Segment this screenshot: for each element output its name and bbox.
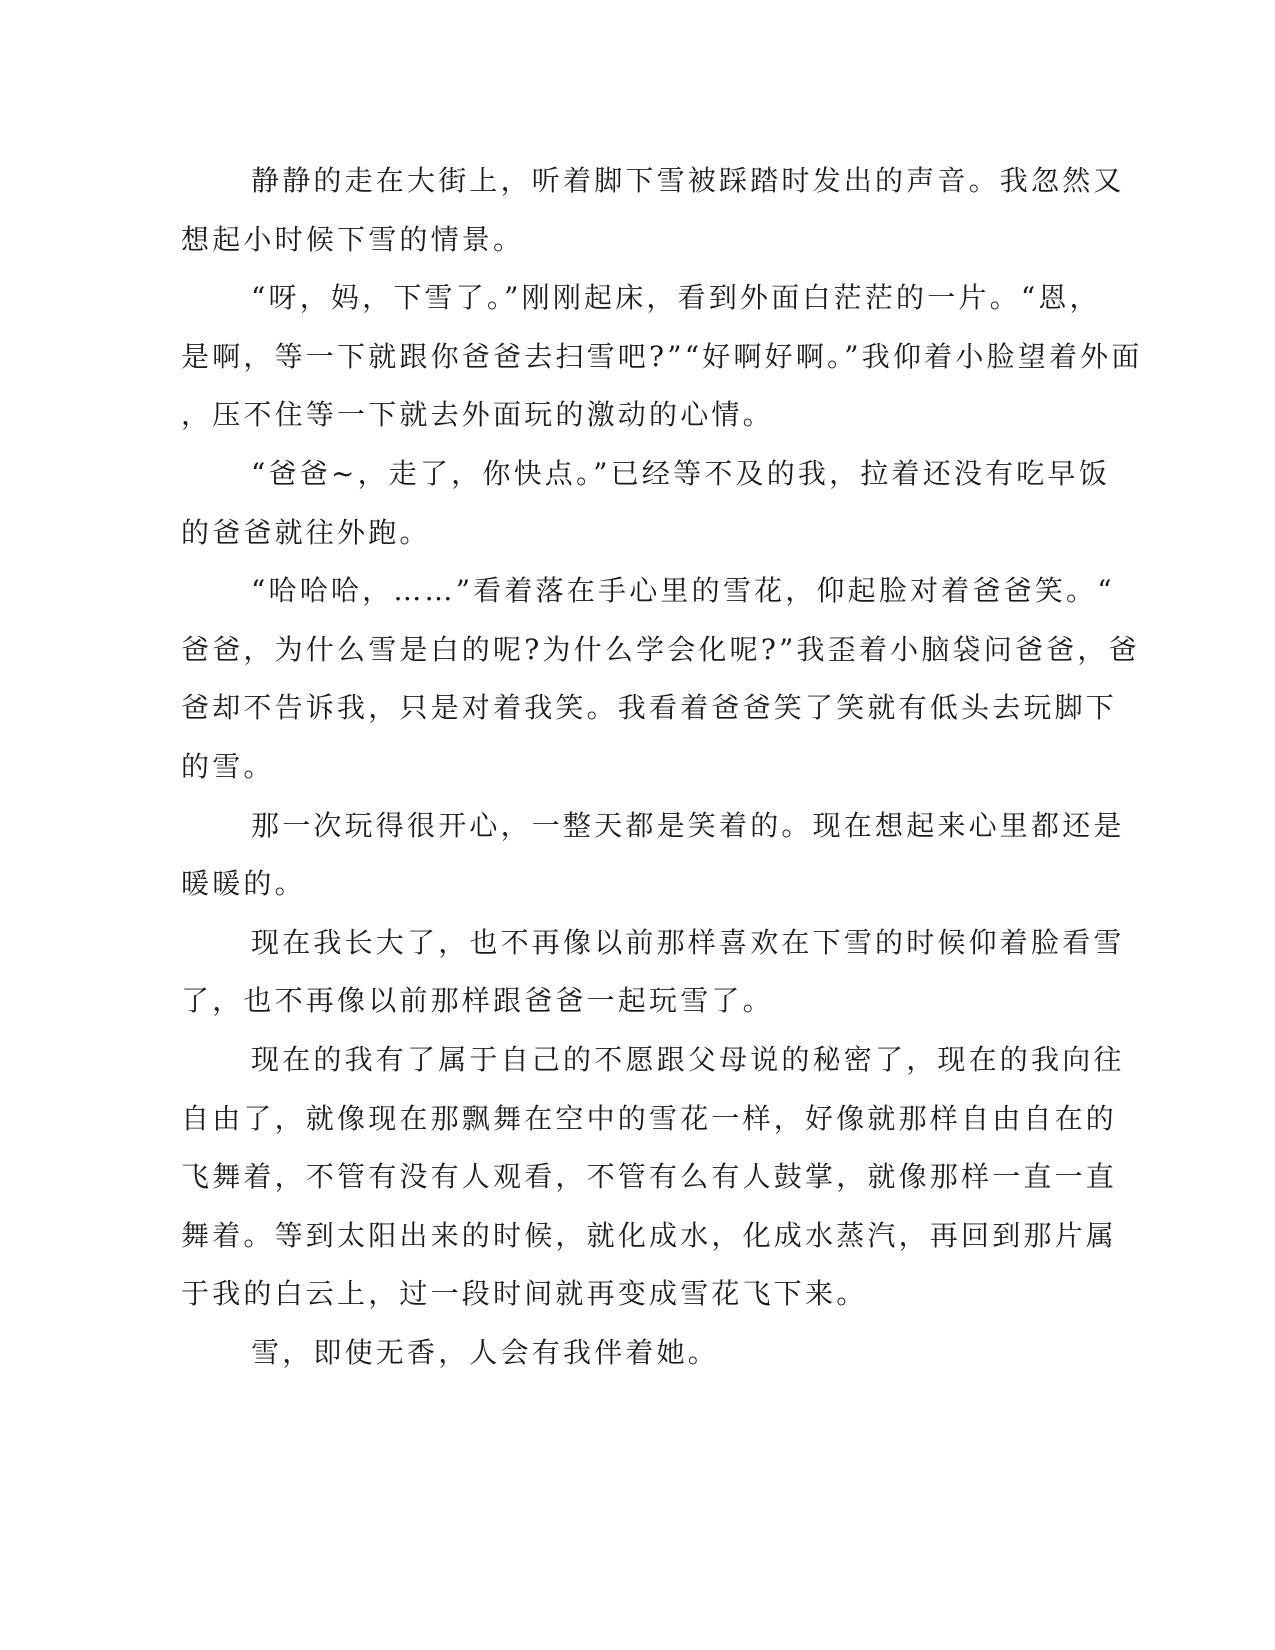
document-body — [181, 152, 1143, 1382]
text-line: 现在的我有了属于自己的不愿跟父母说的秘密了，现在的我向往 — [251, 1042, 1125, 1076]
paragraph-3 — [181, 445, 1110, 562]
text-line: 静静的走在大街上，听着脚下雪被踩踏时发出的声音。我忽然又 — [251, 164, 1125, 197]
paragraph-5 — [181, 797, 1125, 914]
text-line: 暖暖的。 — [181, 867, 306, 901]
paragraph-8 — [181, 1324, 1051, 1383]
paragraph-7 — [181, 1031, 1125, 1324]
text-line: ，压不住等一下就去外面玩的激动的心情。 — [181, 398, 774, 432]
text-line: 舞着。等到太阳出来的时候，就化成水，化成水蒸汽，再回到那片属 — [181, 1218, 1118, 1252]
text-line: 是啊，等一下就跟你爸爸去扫雪吧?”“好啊好啊。”我仰着小脸望着外面 — [181, 339, 1143, 373]
paragraph-4 — [181, 562, 1140, 796]
paragraph-2 — [181, 269, 1143, 445]
text-line: 现在我长大了，也不再像以前那样喜欢在下雪的时候仰着脸看雪 — [251, 925, 1125, 959]
text-line: 那一次玩得很开心，一整天都是笑着的。现在想起来心里都还是 — [251, 808, 1125, 842]
text-line: “爸爸~，走了，你快点。”已经等不及的我，拉着还没有吃早饭 — [251, 456, 1110, 490]
text-line: 想起小时候下雪的情景。 — [181, 222, 525, 256]
text-line: 爸却不告诉我，只是对着我笑。我看着爸爸笑了笑就有低头去玩脚下 — [181, 691, 1118, 725]
text-line: 的爸爸就往外跑。 — [181, 515, 431, 549]
text-line: 爸爸，为什么雪是白的呢?为什么学会化呢?”我歪着小脑袋问爸爸，爸 — [181, 632, 1140, 666]
text-line: 了，也不再像以前那样跟爸爸一起玩雪了。 — [181, 984, 774, 1018]
text-line: “哈哈哈，……”看着落在手心里的雪花，仰起脸对着爸爸笑。“ — [251, 574, 1115, 608]
text-line: 自由了，就像现在那飘舞在空中的雪花一样，好像就那样自由自在的 — [181, 1101, 1118, 1135]
text-line: 飞舞着，不管有没有人观看，不管有么有人鼓掌，就像那样一直一直 — [181, 1160, 1118, 1194]
text-line: 雪，即使无香，人会有我伴着她。 — [251, 1335, 720, 1369]
text-line: 于我的白云上，过一段时间就再变成雪花飞下来。 — [181, 1277, 868, 1311]
text-line: “呀，妈，下雪了。”刚刚起床，看到外面白茫茫的一片。“恩， — [251, 281, 1101, 315]
paragraph-1 — [181, 152, 1125, 269]
paragraph-6 — [181, 914, 1125, 1031]
text-line: 的雪。 — [181, 749, 275, 783]
